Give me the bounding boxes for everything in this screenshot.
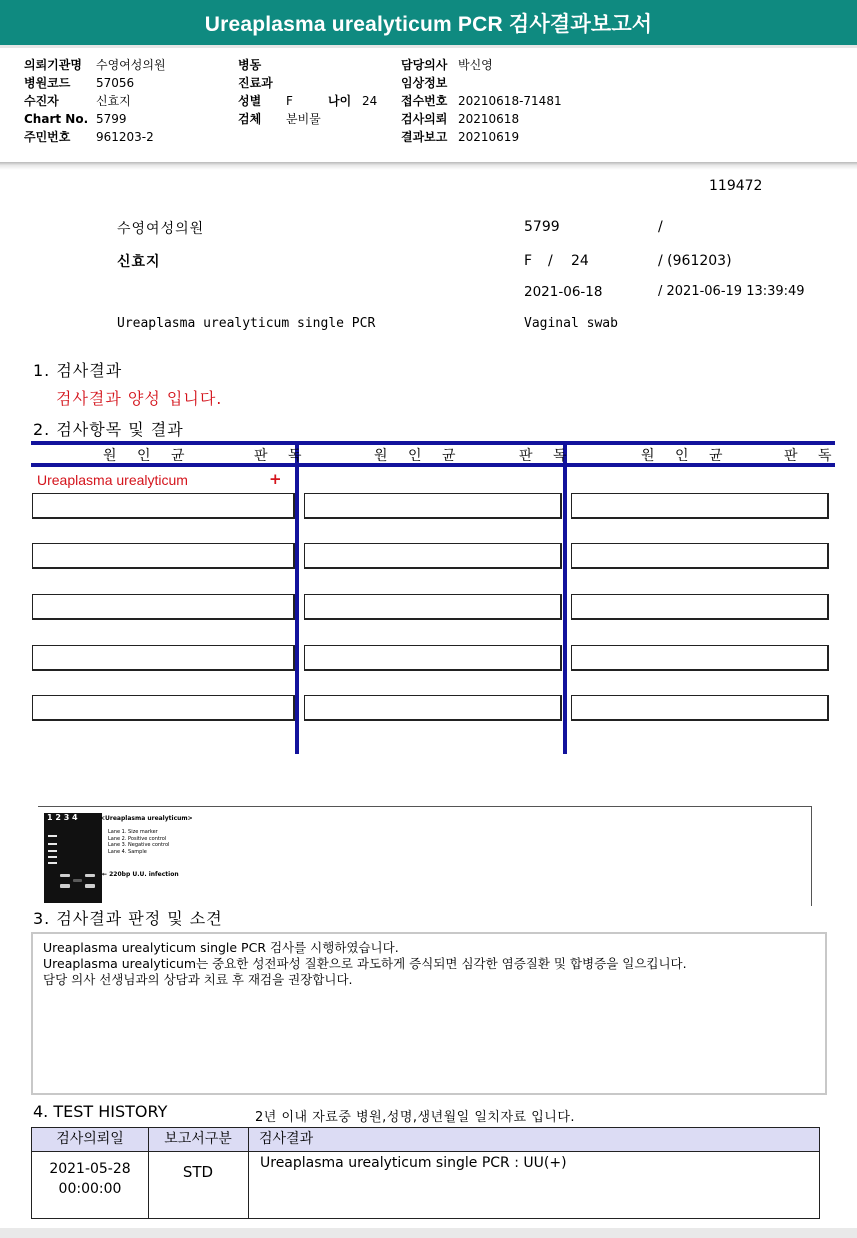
empty-result-cell [571,594,829,620]
header-label: 주민번호 [24,130,71,144]
col-header-pathogen: 원 인 균 [374,448,464,464]
history-header-type: 보고서구분 [148,1128,248,1152]
gel-image [44,813,102,903]
history-date: 2021-05-28 [49,1161,131,1177]
gel-band-text: 220bp U.U. infection [109,871,179,878]
header-value: 961203-2 [96,130,154,144]
info-name: 신효지 [117,254,161,270]
empty-result-cell [304,493,562,519]
gel-legend-item: Lane 3. Negative control [108,842,170,848]
empty-result-cell [304,645,562,671]
footer-strip [0,1228,857,1238]
history-result: Ureaplasma urealyticum single PCR : UU(+) [260,1155,567,1171]
gel-legend [108,829,169,855]
empty-result-cell [304,695,562,721]
info-chart: 5799 [524,219,560,235]
report-number: 119472 [709,178,763,194]
empty-result-cell [304,594,562,620]
header-label: 병동 [238,58,262,72]
header-value: 박신영 [458,58,493,72]
header-value: 신효지 [96,94,131,108]
empty-result-cell [32,645,295,671]
history-col-divider [248,1128,249,1219]
empty-result-cell [571,493,829,519]
history-header-date: 검사의뢰일 [32,1128,148,1152]
empty-result-cell [32,493,295,519]
history-table [31,1127,820,1219]
info-slash: / [658,219,663,235]
gel-legend-item: Lane 4. Sample [108,848,147,855]
result-pathogen: Ureaplasma urealyticum [37,472,188,488]
header-row [238,92,377,110]
column-divider [295,441,299,754]
header-label: 검사의뢰 [401,112,448,126]
section2-title: 2. 검사항목 및 결과 [33,420,184,439]
header-label: 검체 [238,112,262,126]
col-header-pathogen: 원 인 균 [641,448,731,464]
info-sep: / [548,253,553,269]
header-row [24,110,166,128]
header-row [24,74,166,92]
gel-legend-item: Lane 2. Positive control [108,835,167,842]
header-label: 담당의사 [401,58,448,72]
comment-line: 담당 의사 선생님과의 상담과 치료 후 재검을 권장합니다. [43,972,353,987]
gel-bands-graphic [44,813,102,903]
header-value: 수영여성의원 [96,58,166,72]
header-value: 20210618-71481 [458,94,562,108]
header-value: 5799 [96,112,127,126]
header-row [401,92,562,110]
col-header-reading: 판 독 [519,448,575,464]
info-received-date: 2021-06-18 [524,284,603,300]
comment-box [31,932,827,1095]
header-row [238,110,377,128]
header-label: 결과보고 [401,130,448,144]
empty-result-cell [571,645,829,671]
header-row [401,74,562,92]
section3-title: 3. 검사결과 판정 및 소견 [33,909,223,928]
header-value: 분비물 [286,112,321,126]
header-label: 성별 [238,94,262,108]
history-type: STD [182,1163,214,1181]
header-row [401,128,562,146]
arrow-left-icon: ← [102,871,110,878]
column-divider [563,441,567,754]
header-divider [0,162,857,170]
header-label: Chart No. [24,112,89,126]
info-test-name: Ureaplasma urealyticum single PCR [117,316,376,331]
gel-lane-numbers: 1 2 3 4 [47,813,78,822]
header-col-1 [24,56,166,146]
empty-result-cell [32,594,295,620]
empty-result-cell [571,695,829,721]
result-reading: + [269,470,282,488]
section4-title: 4. TEST HISTORY [33,1102,168,1121]
header-row [24,56,166,74]
history-time: 00:00:00 [58,1181,122,1197]
info-reported-date: / 2021-06-19 13:39:49 [658,284,805,299]
comment-line: Ureaplasma urealyticum는 중요한 성전파성 질환으로 과도하게 증식되면 심각한 염증질환 및 합병증을 일으킵니다. [43,956,687,971]
empty-result-cell [304,543,562,569]
header-row [238,56,377,74]
info-sex: F [524,253,533,269]
header-col-3 [401,56,562,146]
comment-line: Ureaplasma urealyticum single PCR 검사를 시행하였습니다. [43,940,399,955]
info-specimen: Vaginal swab [524,316,618,331]
header-label: 수진자 [24,94,59,108]
gel-band-label [102,871,179,878]
info-hospital: 수영여성의원 [117,221,205,237]
empty-result-cell [32,543,295,569]
info-age: 24 [571,253,589,269]
header-label: 접수번호 [401,94,448,108]
col-header-reading: 판 독 [784,448,840,464]
header-row [401,56,562,74]
header-col-2 [238,56,377,128]
gel-legend-item: Lane 1. Size marker [108,829,158,835]
gel-heading: <Ureaplasma urealyticum> [100,815,193,822]
empty-result-cell [32,695,295,721]
history-note: 2년 이내 자료중 병원,성명,생년월일 일치자료 입니다. [255,1110,576,1125]
header-row [401,110,562,128]
header-label: 의뢰기관명 [24,58,82,72]
report-title-bar [0,0,857,48]
header-label: 병원코드 [24,76,71,90]
header-label: 임상정보 [401,76,448,90]
gel-figure [38,806,812,906]
header-row [24,128,166,146]
header-value: 20210618 [458,112,520,126]
age-value: 24 [362,94,378,108]
col-header-reading: 판 독 [254,448,310,464]
col-header-pathogen: 원 인 균 [103,448,193,464]
header-row [24,92,166,110]
header-value: F [286,94,293,108]
section1-title: 1. 검사결과 [33,361,123,380]
info-dob: / (961203) [658,253,732,269]
section1-result: 검사결과 양성 입니다. [56,389,223,408]
header-row [238,74,377,92]
header-value: 20210619 [458,130,520,144]
header-label: 진료과 [238,76,273,90]
history-header-result: 검사결과 [248,1128,819,1152]
empty-result-cell [571,543,829,569]
age-label: 나이 [328,94,352,108]
header-value: 57056 [96,76,135,90]
report-title: Ureaplasma urealyticum PCR 검사결과보고서 [204,12,653,36]
